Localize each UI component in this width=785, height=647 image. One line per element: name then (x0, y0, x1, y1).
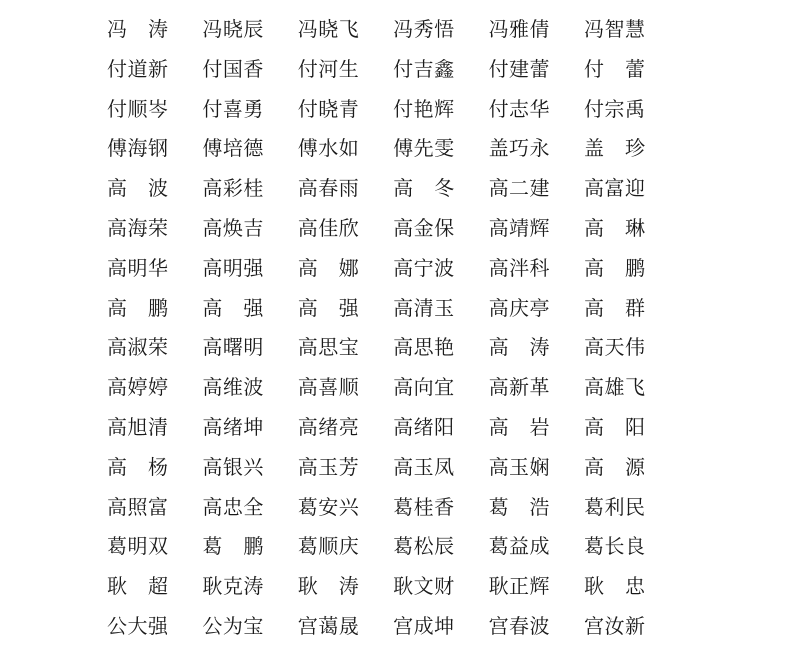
name-entry: 葛明双 (107, 534, 169, 559)
name-entry: 傅培德 (202, 136, 264, 161)
name-entry: 高清玉 (393, 295, 455, 320)
name-entry: 葛安兴 (297, 494, 360, 519)
name-entry: 高曙明 (202, 335, 264, 360)
name-entry: 高 娜 (297, 255, 360, 280)
name-entry: 冯智慧 (583, 17, 646, 41)
name-entry: 高旭清 (107, 414, 169, 439)
name-entry: 高 阳 (583, 414, 646, 439)
name-entry: 葛松辰 (393, 534, 455, 559)
name-entry: 高 琳 (583, 215, 646, 240)
name-entry: 高玉凤 (393, 454, 455, 479)
name-entry: 高海荣 (107, 215, 169, 240)
name-entry: 冯 涛 (107, 17, 169, 41)
name-entry: 耿正辉 (488, 574, 551, 599)
name-entry: 付宗禹 (583, 96, 646, 121)
name-entry: 付喜勇 (202, 96, 264, 121)
name-entry: 葛 浩 (488, 494, 551, 519)
name-entry: 高绪阳 (393, 414, 455, 439)
name-entry: 高春雨 (297, 176, 360, 201)
name-entry: 葛桂香 (393, 494, 455, 519)
name-entry: 高 源 (583, 454, 646, 479)
name-entry: 高淑荣 (107, 335, 169, 360)
name-entry: 高 波 (107, 176, 169, 201)
name-entry: 高富迎 (583, 176, 646, 201)
name-entry: 高庆亭 (488, 295, 551, 320)
name-entry: 高靖辉 (488, 215, 551, 240)
name-entry: 冯晓飞 (297, 17, 360, 41)
name-entry: 付建蕾 (488, 56, 551, 81)
name-entry: 付顺岑 (107, 96, 169, 121)
name-entry: 高玉芳 (297, 454, 360, 479)
name-entry: 付艳辉 (393, 96, 455, 121)
name-entry: 付志华 (488, 96, 551, 121)
name-entry: 葛 鹏 (202, 534, 264, 559)
name-list-grid (107, 10, 679, 647)
name-entry: 葛益成 (488, 534, 551, 559)
name-entry: 高 涛 (488, 335, 551, 360)
name-entry: 葛长良 (583, 534, 646, 559)
name-entry: 高彩桂 (202, 176, 264, 201)
name-entry: 高 强 (297, 295, 360, 320)
name-entry: 高绪亮 (297, 414, 360, 439)
name-entry: 傅先雯 (393, 136, 455, 161)
name-entry: 高银兴 (202, 454, 264, 479)
name-entry: 葛利民 (583, 494, 646, 519)
name-entry: 盖 珍 (583, 136, 646, 161)
name-entry: 耿克涛 (202, 574, 264, 599)
name-entry: 高明强 (202, 255, 264, 280)
name-entry: 高天伟 (583, 335, 646, 360)
name-entry: 高 群 (583, 295, 646, 320)
name-entry: 公为宝 (202, 613, 264, 638)
name-entry: 冯雅倩 (488, 17, 551, 41)
name-entry: 高玉娴 (488, 454, 551, 479)
name-entry: 公大强 (107, 613, 169, 638)
name-entry: 付 蕾 (583, 56, 646, 81)
name-entry: 付晓青 (297, 96, 360, 121)
name-entry: 高绪坤 (202, 414, 264, 439)
name-entry: 耿 超 (107, 574, 169, 599)
name-entry: 高佳欣 (297, 215, 360, 240)
name-entry: 宫春波 (488, 613, 551, 638)
name-entry: 高照富 (107, 494, 169, 519)
name-entry: 付国香 (202, 56, 264, 81)
name-entry: 高泮科 (488, 255, 551, 280)
name-entry: 付吉鑫 (393, 56, 455, 81)
name-entry: 高维波 (202, 375, 264, 400)
name-entry: 高明华 (107, 255, 169, 280)
name-entry: 傅水如 (297, 136, 360, 161)
name-entry: 高思宝 (297, 335, 360, 360)
name-entry: 高 鹏 (583, 255, 646, 280)
name-entry: 高新革 (488, 375, 551, 400)
name-entry: 耿 忠 (583, 574, 646, 599)
name-entry: 耿 涛 (297, 574, 360, 599)
name-entry: 傅海钢 (107, 136, 169, 161)
name-entry: 高焕吉 (202, 215, 264, 240)
name-entry: 冯秀悟 (393, 17, 455, 41)
name-entry: 付道新 (107, 56, 169, 81)
name-entry: 高宁波 (393, 255, 455, 280)
name-entry: 高 鹏 (107, 295, 169, 320)
name-entry: 高 强 (202, 295, 264, 320)
name-entry: 高向宜 (393, 375, 455, 400)
name-entry: 宫成坤 (393, 613, 455, 638)
name-entry: 冯晓辰 (202, 17, 264, 41)
name-entry: 高 冬 (393, 176, 455, 201)
name-entry: 高婷婷 (107, 375, 169, 400)
name-entry: 高 岩 (488, 414, 551, 439)
name-entry: 葛顺庆 (297, 534, 360, 559)
name-entry: 宫汝新 (583, 613, 646, 638)
name-entry: 高思艳 (393, 335, 455, 360)
name-entry: 盖巧永 (488, 136, 551, 161)
name-entry: 付河生 (297, 56, 360, 81)
name-entry: 高 杨 (107, 454, 169, 479)
name-entry: 高喜顺 (297, 375, 360, 400)
name-entry: 高雄飞 (583, 375, 646, 400)
name-entry: 宫蔼晟 (297, 613, 360, 638)
name-entry: 耿文财 (393, 574, 455, 599)
name-entry: 高金保 (393, 215, 455, 240)
name-entry: 高二建 (488, 176, 551, 201)
name-entry: 高忠全 (202, 494, 264, 519)
